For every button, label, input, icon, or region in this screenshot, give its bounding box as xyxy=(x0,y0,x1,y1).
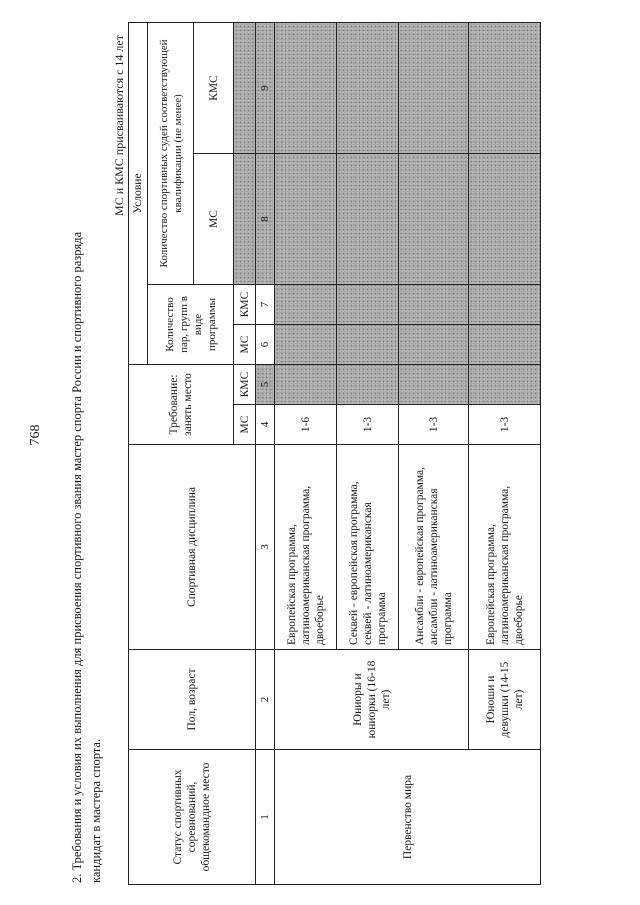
header-judges-ms: МС xyxy=(194,153,234,284)
shaded-cell xyxy=(275,284,337,324)
ms-place: 1-6 xyxy=(275,405,337,445)
column-number: 8 xyxy=(256,153,275,284)
shaded-cell xyxy=(337,22,399,153)
discipline-cell: Европейская программа, латиноамериканская программа, двоеборье xyxy=(469,445,541,650)
header-status: Статус спортивных соревнований, общекомандное место xyxy=(129,750,256,885)
ms-place: 1-3 xyxy=(469,405,541,445)
shaded-cell xyxy=(275,364,337,404)
shaded-cell xyxy=(275,153,337,284)
header-discipline: Спортивная дисциплина xyxy=(129,445,256,650)
shaded-cell xyxy=(275,22,337,153)
discipline-cell: Секвей - европейская программа, секвей - латиноамериканская программа xyxy=(337,445,399,650)
column-number: 3 xyxy=(256,445,275,650)
shaded-cell xyxy=(399,284,469,324)
shaded-cell xyxy=(469,364,541,404)
column-number: 9 xyxy=(256,22,275,153)
shaded-cell xyxy=(337,153,399,284)
caption-line-2: кандидат в мастера спорта. xyxy=(89,738,103,883)
caption-line-1: 2. Требования и условия их выполнения для присвоения спортивного звания мастер спорта России и спортивного разряда xyxy=(70,231,84,883)
table-caption xyxy=(68,23,106,883)
header-condition: Условие xyxy=(129,22,148,364)
header-place-ms: МС xyxy=(234,405,256,445)
shaded-cell xyxy=(469,22,541,153)
header-pairs-groups: Количество пар, групп в виде программы xyxy=(148,284,234,364)
column-number: 6 xyxy=(256,324,275,364)
page-number: 768 xyxy=(28,424,43,446)
status-value: Первенство мира xyxy=(275,750,541,885)
discipline-cell: Ансамбли - европейская программа, ансамбли - латиноамериканская программа xyxy=(399,445,469,650)
shaded-cell xyxy=(234,22,256,153)
shaded-cell xyxy=(337,284,399,324)
column-number: 4 xyxy=(256,405,275,445)
shaded-cell xyxy=(275,324,337,364)
shaded-cell xyxy=(399,324,469,364)
requirements-table xyxy=(128,22,541,885)
shaded-cell xyxy=(234,153,256,284)
gender-age-juniors: Юниоры и юниорки (16-18 лет) xyxy=(275,650,469,750)
shaded-cell xyxy=(337,324,399,364)
shaded-cell xyxy=(469,284,541,324)
header-pairs-kms: КМС xyxy=(234,284,256,324)
header-judges-kms: КМС xyxy=(194,22,234,153)
column-number: 5 xyxy=(256,364,275,404)
header-requirement: Требование: занять место xyxy=(129,364,234,444)
ms-place: 1-3 xyxy=(399,405,469,445)
shaded-cell xyxy=(337,364,399,404)
gender-age-youth: Юноши и девушки (14-15 лет) xyxy=(469,650,541,750)
header-judges: Количество спортивных судей соответствующей квалификации (не менее) xyxy=(148,22,194,284)
column-number: 2 xyxy=(256,650,275,750)
shaded-cell xyxy=(399,153,469,284)
shaded-cell xyxy=(469,324,541,364)
shaded-cell xyxy=(469,153,541,284)
discipline-cell: Европейская программа, латиноамериканская программа, двоеборье xyxy=(275,445,337,650)
ms-place: 1-3 xyxy=(337,405,399,445)
age-note: МС и КМС присваиваются с 14 лет xyxy=(112,35,126,216)
shaded-cell xyxy=(399,364,469,404)
header-gender-age: Пол, возраст xyxy=(129,650,256,750)
column-number: 7 xyxy=(256,284,275,324)
shaded-cell xyxy=(399,22,469,153)
column-number: 1 xyxy=(256,750,275,885)
header-pairs-ms: МС xyxy=(234,324,256,364)
header-place-kms: КМС xyxy=(234,364,256,404)
